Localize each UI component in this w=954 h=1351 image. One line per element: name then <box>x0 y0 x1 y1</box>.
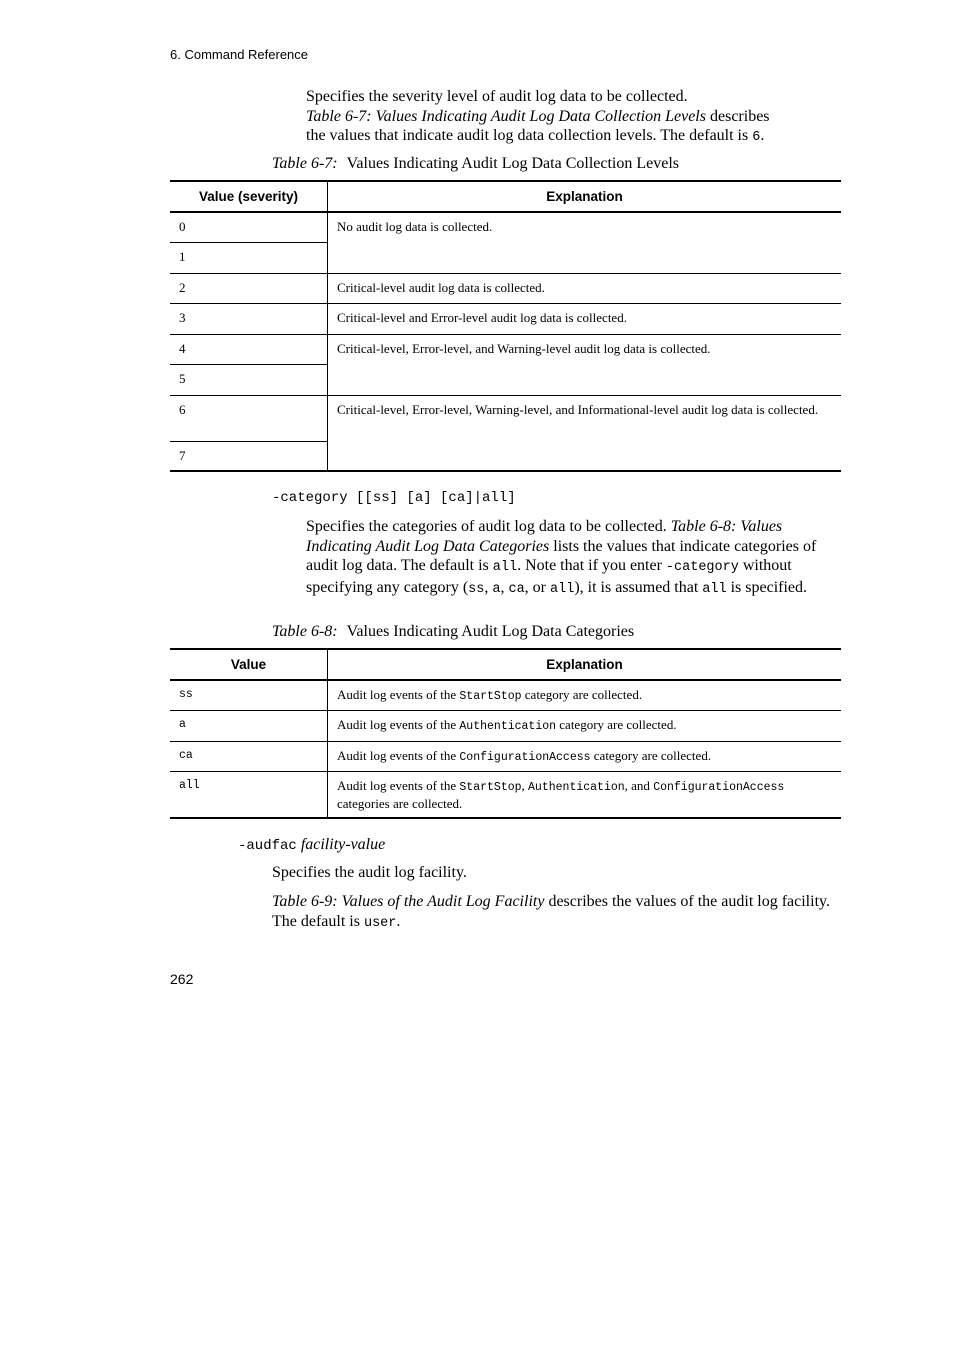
table-row <box>170 303 841 334</box>
severity-description <box>306 87 841 148</box>
table-row <box>170 711 841 742</box>
audfac-syntax <box>238 835 385 857</box>
severity-levels-table <box>170 180 841 472</box>
table-6-7-reference: Table 6-7: Values Indicating Audit Log Data Collection Levels <box>306 107 706 125</box>
table-6-8-reference: Table 6-8: Values Indicating Audit Log Data Categories <box>306 518 783 555</box>
category-explanation: Audit log events of the StartStop category are collected. <box>328 680 842 711</box>
category-explanation: Audit log events of the StartStop, Authentication, and ConfigurationAccess categories are collected. <box>328 772 842 819</box>
column-header-explanation: Explanation <box>328 649 842 680</box>
table-6-7-caption <box>272 155 679 173</box>
category-value: a <box>170 711 328 742</box>
category-description: Specifies the categories of audit log data to be collected. Table 6-8: Values Indicating Audit Log Data Categories lists the values that indicate categories of audit log data. The default is all. Note that if you enter -category without specifying any category (ss, a, ca, or all), it is assumed that all is specified. <box>306 518 817 597</box>
audfac-description: Specifies the audit log facility. <box>272 864 467 881</box>
default-facility-value: user <box>363 915 397 931</box>
severity-explanation: No audit log data is collected. <box>328 212 842 273</box>
severity-value: 2 <box>170 273 328 303</box>
severity-line-1: Specifies the severity level of audit log data to be collected. <box>306 88 688 105</box>
severity-line-3: the values that indicate audit log data collection levels. The default is 6. <box>306 127 765 145</box>
table-6-9-reference: Table 6-9: Values of the Audit Log Facility <box>272 893 545 910</box>
caption-label: Table 6-8: <box>272 623 338 640</box>
category-value: ss <box>170 680 328 711</box>
audfac-argument: facility-value <box>300 836 386 853</box>
table-row <box>170 212 841 242</box>
page-number: 262 <box>170 971 194 987</box>
table-6-8-caption <box>272 623 634 641</box>
category-value: ca <box>170 742 328 772</box>
column-header-explanation: Explanation <box>328 181 842 212</box>
severity-value: 7 <box>170 441 328 471</box>
table-header-row <box>170 181 841 212</box>
table-row <box>170 273 841 303</box>
severity-value: 3 <box>170 303 328 334</box>
column-header-value: Value (severity) <box>170 181 328 212</box>
severity-explanation: Critical-level audit log data is collected. <box>328 273 842 303</box>
category-value: all <box>170 772 328 819</box>
severity-value: 6 <box>170 395 328 441</box>
table-row <box>170 772 841 819</box>
default-category-value: all <box>492 560 518 575</box>
severity-value: 0 <box>179 219 186 234</box>
table-row <box>170 742 841 772</box>
category-explanation: Audit log events of the Authentication category are collected. <box>328 711 842 742</box>
table-row <box>170 680 841 711</box>
severity-explanation: Critical-level and Error-level audit log data is collected. <box>328 303 842 334</box>
categories-table <box>170 648 841 819</box>
severity-value: 1 <box>170 242 328 273</box>
caption-title: Values Indicating Audit Log Data Collection Levels <box>346 155 680 172</box>
running-header: 6. Command Reference <box>170 47 309 62</box>
severity-explanation: Critical-level, Error-level, Warning-level, and Informational-level audit log data is collected. <box>328 395 842 471</box>
caption-label: Table 6-7: <box>272 155 338 172</box>
severity-explanation: Critical-level, Error-level, and Warning-level audit log data is collected. <box>328 334 842 395</box>
option-name: -category <box>665 560 739 575</box>
category-syntax: -category [[ss] [a] [ca]|all] <box>272 490 516 506</box>
table-row <box>170 334 841 364</box>
table-row <box>170 395 841 441</box>
severity-value: 4 <box>170 334 328 364</box>
category-explanation: Audit log events of the ConfigurationAccess category are collected. <box>328 742 842 772</box>
audfac-reference-paragraph: Table 6-9: Values of the Audit Log Facility describes the values of the audit log facility. The default is user. <box>272 893 830 931</box>
severity-value: 5 <box>170 364 328 395</box>
audfac-option: -audfac <box>238 838 297 854</box>
default-severity-value: 6 <box>752 130 761 145</box>
column-header-value: Value <box>170 649 328 680</box>
table-header-row <box>170 649 841 680</box>
severity-line-2: Table 6-7: Values Indicating Audit Log Data Collection Levels describes <box>306 107 770 125</box>
caption-title: Values Indicating Audit Log Data Categories <box>346 623 635 640</box>
